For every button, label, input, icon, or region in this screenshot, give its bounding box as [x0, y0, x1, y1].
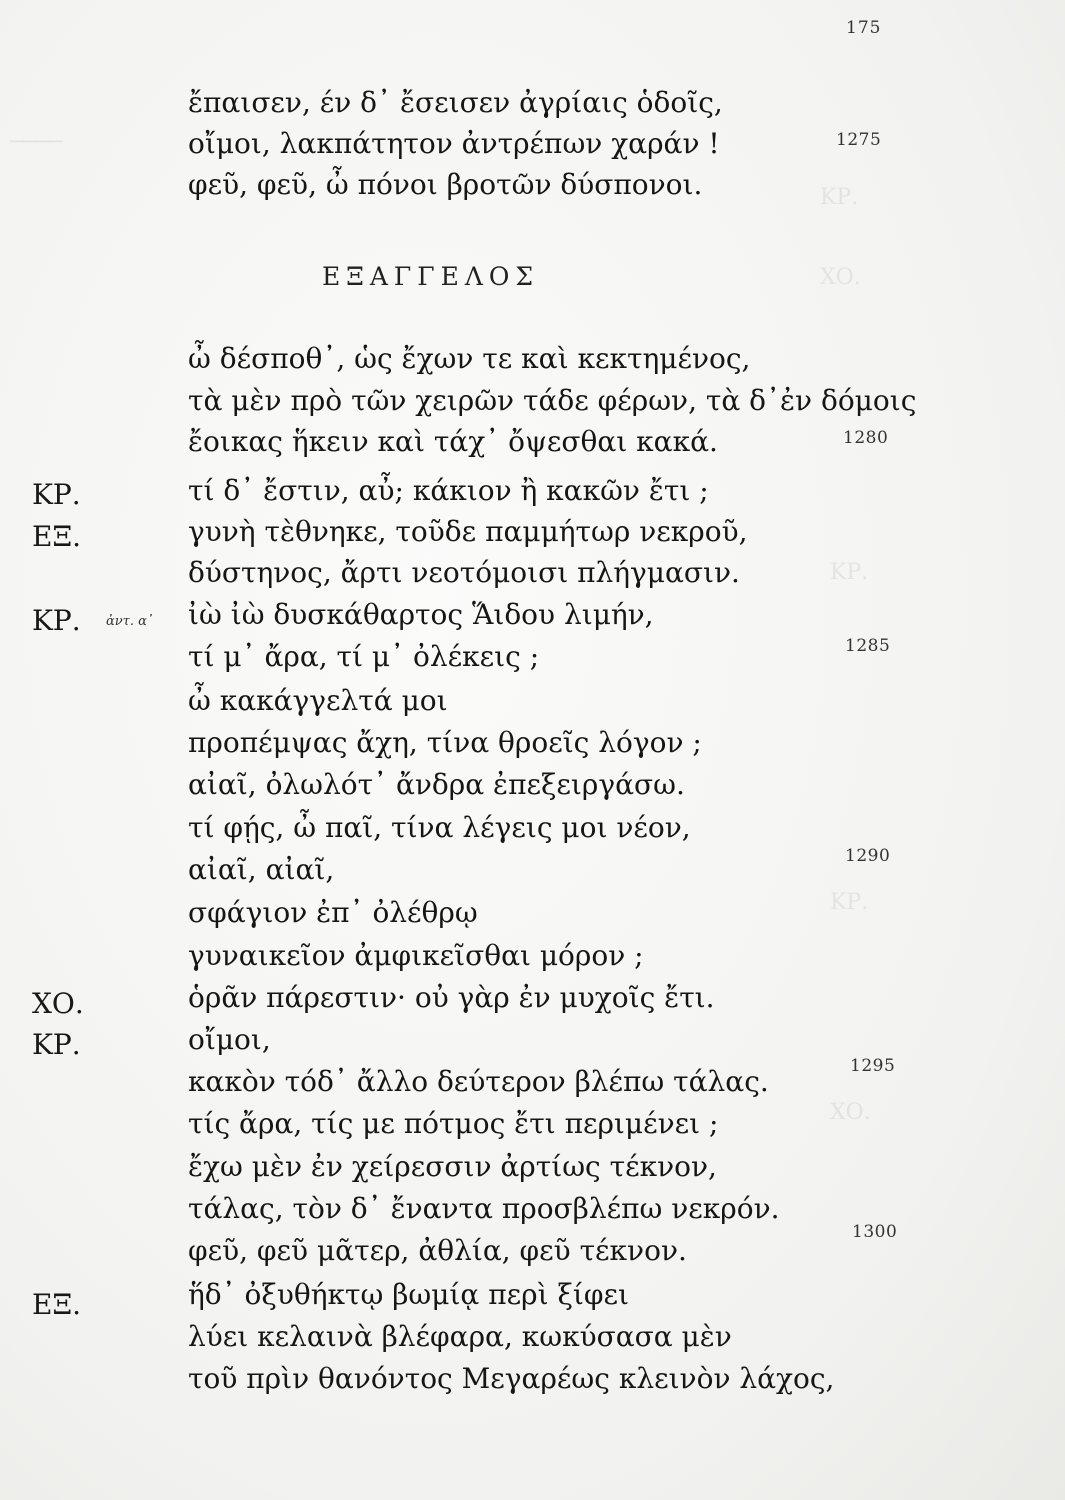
- verse-line: γυναικεῖον ἀμφικεῖσθαι μόρον ;: [188, 939, 644, 972]
- verse-line: τάλας, τὸν δ᾽ ἔναντα προσβλέπω νεκρόν.: [188, 1192, 780, 1225]
- line-number: 1275: [836, 130, 882, 150]
- verse-line: ἔοικας ἥκειν καὶ τάχ᾽ ὄψεσθαι κακά.: [188, 425, 718, 458]
- verse-line: σφάγιον ἐπ᾽ ὀλέθρῳ: [188, 896, 478, 929]
- line-number: 1300: [852, 1222, 898, 1242]
- verse-line: ὦ κακάγγελτά μοι: [188, 684, 448, 717]
- verse-line: ὦ δέσποθ᾽, ὡς ἔχων τε καὶ κεκτημένος,: [188, 342, 751, 375]
- line-number: 1290: [845, 846, 891, 866]
- verse-line: οἴμοι, λακπάτητον ἀντρέπων χαράν !: [188, 127, 720, 160]
- verse-line: τί φῄς, ὦ παῖ, τίνα λέγεις μοι νέον,: [188, 811, 691, 844]
- bleed-through-text: ΚΡ.: [820, 185, 859, 210]
- bleed-through-text: ΧΟ.: [830, 1100, 871, 1125]
- verse-line: τὰ μὲν πρὸ τῶν χειρῶν τάδε φέρων, τὰ δ᾽ἐν δόμοις: [188, 384, 917, 417]
- verse-line: αἰαῖ, ὀλωλότ᾽ ἄνδρα ἐπεξειργάσω.: [188, 768, 685, 801]
- speaker-label: ΕΞ.: [32, 1288, 82, 1321]
- line-number: 1285: [845, 636, 891, 656]
- speaker-label: ΧΟ.: [32, 987, 84, 1020]
- bleed-through-text: ────: [10, 130, 63, 155]
- verse-line: οἴμοι,: [188, 1023, 271, 1056]
- verse-line: τί δ᾽ ἔστιν, αὖ; κάκιον ἢ κακῶν ἔτι ;: [188, 474, 709, 507]
- speaker-label: ΕΞ.: [32, 520, 82, 553]
- bleed-through-text: ΧΟ.: [820, 265, 861, 290]
- verse-line: τοῦ πρὶν θανόντος Μεγαρέως κλεινὸν λάχος,: [188, 1362, 835, 1395]
- verse-line: ὁρᾶν πάρεστιν· οὐ γὰρ ἐν μυχοῖς ἔτι.: [188, 981, 715, 1014]
- line-number: 1280: [843, 428, 889, 448]
- verse-line: δύστηνος, ἄρτι νεοτόμοισι πλήγμασιν.: [188, 556, 740, 589]
- bleed-through-text: ΚΡ.: [830, 560, 869, 585]
- verse-line: τίς ἄρα, τίς με πότμος ἔτι περιμένει ;: [188, 1107, 719, 1140]
- bleed-through-text: ΚΡ.: [830, 890, 869, 915]
- antistrophe-marker: ἀντ. α᾽: [106, 614, 154, 629]
- verse-line: λύει κελαινὰ βλέφαρα, κωκύσασα μὲν: [188, 1320, 732, 1353]
- verse-line: ἔχω μὲν ἐν χείρεσσιν ἀρτίως τέκνον,: [188, 1150, 717, 1183]
- verse-line: ἥδ᾽ ὀξυθήκτῳ βωμίᾳ περὶ ξίφει: [188, 1278, 629, 1311]
- verse-line: προπέμψας ἄχη, τίνα θροεῖς λόγον ;: [188, 726, 702, 759]
- verse-line: φεῦ, φεῦ μᾶτερ, ἀθλία, φεῦ τέκνον.: [188, 1234, 687, 1267]
- speaker-label: ΚΡ.: [32, 478, 81, 511]
- verse-line: κακὸν τόδ᾽ ἄλλο δεύτερον βλέπω τάλας.: [188, 1065, 769, 1098]
- verse-line: τί μ᾽ ἄρα, τί μ᾽ ὀλέκεις ;: [188, 640, 540, 673]
- verse-line: φεῦ, φεῦ, ὦ πόνοι βροτῶν δύσπονοι.: [188, 168, 703, 201]
- speaker-heading: ΕΞΑΓΓΕΛΟΣ: [322, 262, 540, 291]
- speaker-label: ΚΡ.: [32, 604, 81, 637]
- verse-line: αἰαῖ, αἰαῖ,: [188, 853, 335, 886]
- line-number: 1295: [850, 1056, 896, 1076]
- verse-line: ἔπαισεν, έν δ᾽ ἔσεισεν ἀγρίαις ὁδοῖς,: [188, 86, 723, 119]
- page-number: 175: [846, 18, 882, 38]
- speaker-label: ΚΡ.: [32, 1028, 81, 1061]
- verse-line: γυνὴ τὲθνηκε, τοῦδε παμμήτωρ νεκροῦ,: [188, 515, 748, 548]
- verse-line: ἰὼ ἰὼ δυσκάθαρτος Ἅιδου λιμήν,: [188, 598, 654, 631]
